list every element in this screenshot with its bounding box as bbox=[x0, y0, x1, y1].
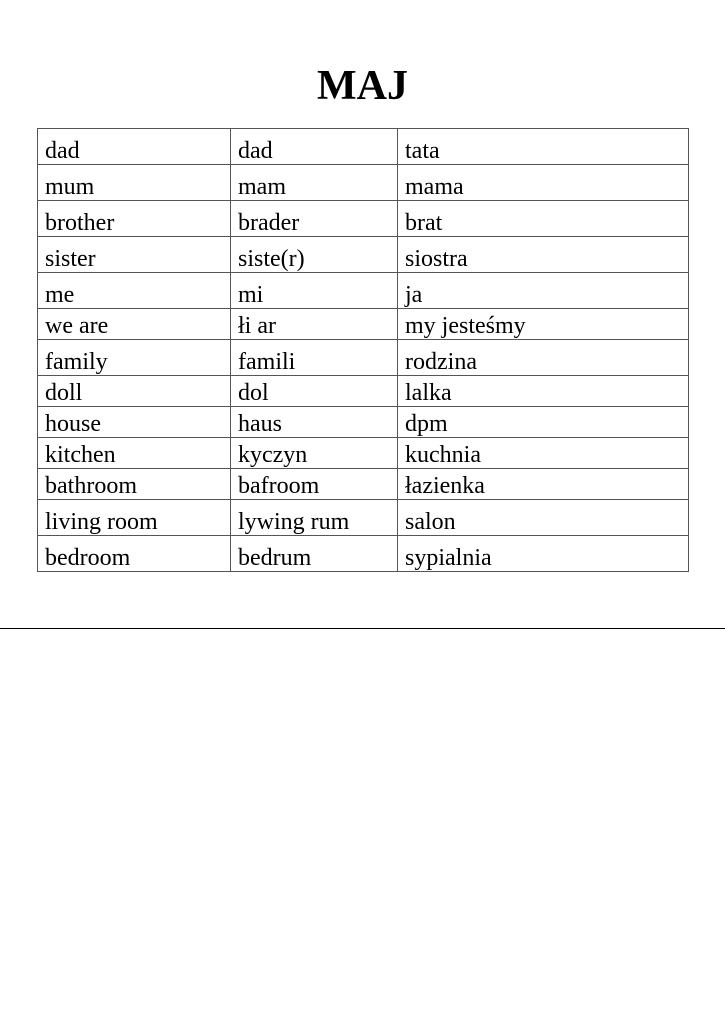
table-row bbox=[38, 165, 689, 201]
pronunciation-cell: mam bbox=[231, 165, 398, 201]
table-row bbox=[38, 201, 689, 237]
table-row bbox=[38, 407, 689, 438]
polish-translation-cell: dpm bbox=[398, 407, 689, 438]
polish-translation-cell: my jesteśmy bbox=[398, 309, 689, 340]
pronunciation-cell: kyczyn bbox=[231, 438, 398, 469]
polish-translation-cell: kuchnia bbox=[398, 438, 689, 469]
table-row bbox=[38, 309, 689, 340]
english-word-cell: living room bbox=[38, 500, 231, 536]
pronunciation-cell: famili bbox=[231, 340, 398, 376]
pronunciation-cell: bedrum bbox=[231, 536, 398, 572]
table-row bbox=[38, 340, 689, 376]
polish-translation-cell: salon bbox=[398, 500, 689, 536]
polish-translation-cell: rodzina bbox=[398, 340, 689, 376]
english-word-cell: family bbox=[38, 340, 231, 376]
pronunciation-cell: łi ar bbox=[231, 309, 398, 340]
english-word-cell: doll bbox=[38, 376, 231, 407]
table-row bbox=[38, 536, 689, 572]
table-row bbox=[38, 129, 689, 165]
polish-translation-cell: brat bbox=[398, 201, 689, 237]
page-title: MAJ bbox=[317, 63, 408, 109]
polish-translation-cell: ja bbox=[398, 273, 689, 309]
pronunciation-cell: dol bbox=[231, 376, 398, 407]
table-row bbox=[38, 500, 689, 536]
english-word-cell: brother bbox=[38, 201, 231, 237]
table-row bbox=[38, 237, 689, 273]
english-word-cell: sister bbox=[38, 237, 231, 273]
polish-translation-cell: tata bbox=[398, 129, 689, 165]
pronunciation-cell: mi bbox=[231, 273, 398, 309]
polish-translation-cell: łazienka bbox=[398, 469, 689, 500]
table-row bbox=[38, 469, 689, 500]
english-word-cell: kitchen bbox=[38, 438, 231, 469]
polish-translation-cell: siostra bbox=[398, 237, 689, 273]
pronunciation-cell: dad bbox=[231, 129, 398, 165]
english-word-cell: me bbox=[38, 273, 231, 309]
english-word-cell: we are bbox=[38, 309, 231, 340]
table-row bbox=[38, 273, 689, 309]
pronunciation-cell: brader bbox=[231, 201, 398, 237]
polish-translation-cell: mama bbox=[398, 165, 689, 201]
pronunciation-cell: haus bbox=[231, 407, 398, 438]
english-word-cell: bathroom bbox=[38, 469, 231, 500]
pronunciation-cell: bafroom bbox=[231, 469, 398, 500]
polish-translation-cell: lalka bbox=[398, 376, 689, 407]
english-word-cell: bedroom bbox=[38, 536, 231, 572]
pronunciation-cell: siste(r) bbox=[231, 237, 398, 273]
english-word-cell: dad bbox=[38, 129, 231, 165]
table-row bbox=[38, 376, 689, 407]
table-row bbox=[38, 438, 689, 469]
english-word-cell: house bbox=[38, 407, 231, 438]
polish-translation-cell: sypialnia bbox=[398, 536, 689, 572]
page-divider bbox=[0, 628, 725, 629]
english-word-cell: mum bbox=[38, 165, 231, 201]
pronunciation-cell: lywing rum bbox=[231, 500, 398, 536]
vocabulary-table bbox=[37, 128, 689, 572]
